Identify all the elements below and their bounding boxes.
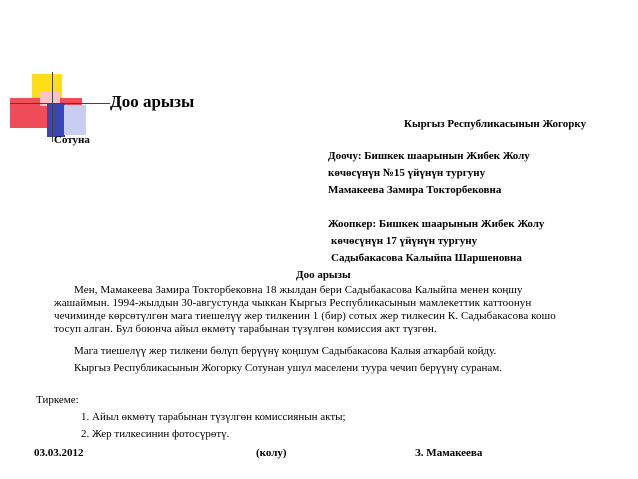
plaintiff-line-2: көчөсүнүн №15 үйүнүн тургуну	[328, 167, 486, 179]
body-paragraph-2: Мага тиешелүү жер тилкени бөлүп берүүнү коңшум Садыбакасова Калыя аткарбай койду.	[74, 345, 497, 357]
body-paragraph-1-line-3: чечиминде көрсөтүлгөн мага тиешелүү жер тилкенин 1 (бир) сотых жер тилкесин К. Садыбакасова кошо	[54, 310, 556, 322]
footer-signature: (колу)	[256, 447, 287, 459]
defendant-line-2: көчөсүнүн 17 үйүнүн тургуну	[331, 235, 478, 247]
attachment-item-1: 1. Айыл өкмөтү тарабынан түзүлгөн комиссиянын акты;	[81, 411, 346, 423]
footer-name: З. Мамакеева	[415, 447, 483, 459]
page-title: Доо арызы	[110, 92, 195, 111]
decor-vertical-line	[52, 72, 53, 142]
plaintiff-line-3: Мамакеева Замира Токторбековна	[328, 184, 502, 196]
defendant-line-3: Садыбакасова Калыйпа Шаршеновна	[331, 252, 522, 264]
body-paragraph-1-line-1: Мен, Мамакеева Замира Токторбековна 18 жылдан бери Садыбакасова Калыйпа менен коңшу	[74, 284, 523, 296]
footer-date: 03.03.2012	[34, 447, 84, 459]
body-paragraph-1-line-4: тосуп алган. Бул боюнча айыл өкмөтү тарабынан түзүлгөн комиссия акт түзгөн.	[54, 323, 437, 335]
decor-horizontal-line	[10, 103, 110, 104]
attachments-label: Тиркеме:	[36, 394, 79, 406]
addressee-court-wrap: Сотуна	[54, 134, 90, 146]
body-paragraph-3: Кыргыз Республикасынын Жогорку Сотунан ушул маселени туура чечип берүүнү суранам.	[74, 362, 503, 374]
defendant-line-1: Жоопкер: Бишкек шаарынын Жибек Жолу	[328, 218, 545, 230]
attachment-item-2: 2. Жер тилкесинин фотосүрөтү.	[81, 428, 230, 440]
decor-blue-block	[47, 103, 65, 137]
plaintiff-line-1: Доочу: Бишкек шаарынын Жибек Жолу	[328, 150, 530, 162]
decor-lightblue-block	[64, 105, 86, 135]
addressee-court: Кыргыз Республикасынын Жогорку	[404, 118, 587, 130]
document-subtitle: Доо арызы	[296, 269, 351, 281]
body-paragraph-1-line-2: жашаймын. 1994-жылдын 30-августунда чыккан Кыргыз Республикасынын мамлекеттик каттоонун	[54, 297, 532, 309]
